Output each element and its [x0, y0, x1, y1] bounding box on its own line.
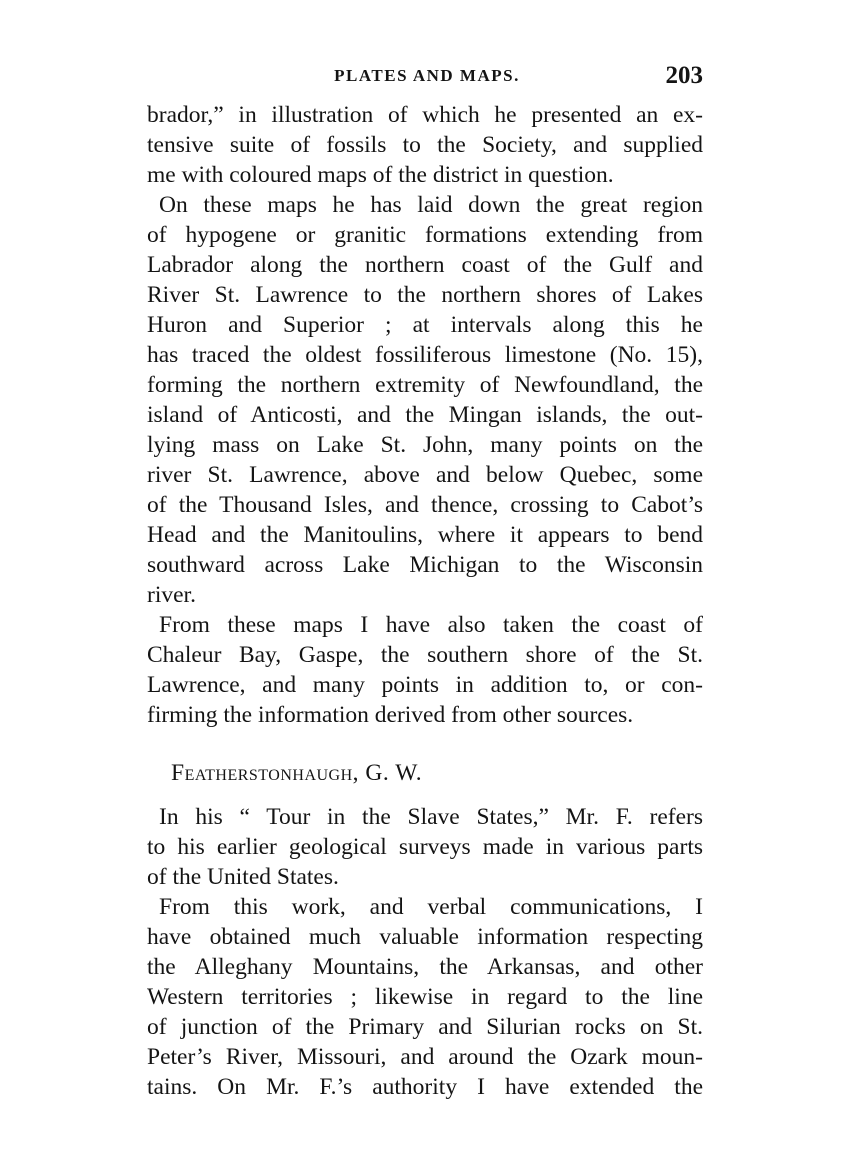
text-line: to his earlier geological surveys made in various parts [147, 834, 703, 860]
text-line: brador,” in illustration of which he presented an ex- [147, 102, 703, 128]
text-line: tensive suite of fossils to the Society, and supplied [147, 132, 703, 158]
section-heading: Featherstonhaugh, G. W. [171, 760, 423, 786]
text-line: of hypogene or granitic formations extending from [147, 222, 703, 248]
text-line: tains. On Mr. F.’s authority I have extended the [147, 1074, 703, 1100]
text-line: On these maps he has laid down the great region [159, 192, 703, 218]
text-line: southward across Lake Michigan to the Wisconsin [147, 552, 703, 578]
text-line: of the Thousand Isles, and thence, crossing to Cabot’s [147, 492, 703, 518]
text-line: have obtained much valuable information respecting [147, 924, 703, 950]
paragraph [147, 100, 703, 190]
page-number: 203 [665, 62, 703, 89]
text-line: Chaleur Bay, Gaspe, the southern shore of the St. [147, 642, 703, 668]
text-line: Lawrence, and many points in addition to, or con- [147, 672, 703, 698]
body-text [147, 100, 703, 1102]
text-line: Peter’s River, Missouri, and around the Ozark moun- [147, 1044, 703, 1070]
text-line: river St. Lawrence, above and below Quebec, some [147, 462, 703, 488]
text-line: firming the information derived from other sources. [147, 702, 634, 728]
section-spacer [147, 730, 703, 758]
text-line: Western territories ; likewise in regard to the line [147, 984, 703, 1010]
text-line: lying mass on Lake St. John, many points on the [147, 432, 703, 458]
paragraph [147, 610, 703, 730]
text-line: river. [147, 582, 196, 608]
text-line: In his “ Tour in the Slave States,” Mr. F. refers [159, 804, 703, 830]
text-line: Huron and Superior ; at intervals along this he [147, 312, 703, 338]
text-line: From this work, and verbal communications, I [159, 894, 703, 920]
text-line: Labrador along the northern coast of the Gulf and [147, 252, 703, 278]
text-line: River St. Lawrence to the northern shores of Lakes [147, 282, 703, 308]
text-line: forming the northern extremity of Newfoundland, the [147, 372, 703, 398]
text-line: of junction of the Primary and Silurian rocks on St. [147, 1014, 703, 1040]
text-line: of the United States. [147, 864, 339, 890]
text-line: island of Anticosti, and the Mingan islands, the out- [147, 402, 703, 428]
text-line: has traced the oldest fossiliferous limestone (No. 15), [147, 342, 703, 368]
heading-spacer [147, 788, 703, 802]
paragraph [147, 892, 703, 1102]
text-line: the Alleghany Mountains, the Arkansas, and other [147, 954, 703, 980]
text-line: From these maps I have also taken the coast of [159, 612, 703, 638]
paragraph [147, 802, 703, 892]
running-title: PLATES AND MAPS. [334, 66, 520, 85]
paragraph [147, 190, 703, 610]
running-head [147, 62, 707, 98]
text-line: me with coloured maps of the district in question. [147, 162, 614, 188]
text-line: Head and the Manitoulins, where it appears to bend [147, 522, 703, 548]
